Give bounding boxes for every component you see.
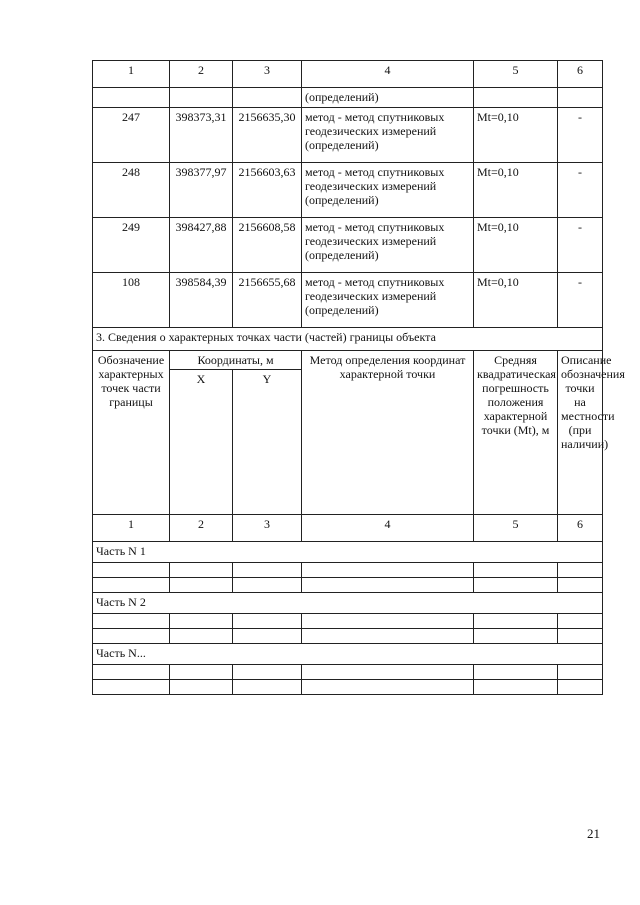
table-cell xyxy=(93,563,170,578)
table-cell xyxy=(558,578,603,593)
part-row xyxy=(93,644,603,665)
table-cell xyxy=(233,680,302,695)
col-number-1: 1 xyxy=(93,515,170,542)
empty-row xyxy=(93,629,603,644)
table-cell xyxy=(170,614,233,629)
table-cell xyxy=(558,563,603,578)
table-cell xyxy=(474,578,558,593)
part-row xyxy=(93,593,603,614)
part-row xyxy=(93,542,603,563)
col-number-2: 2 xyxy=(170,61,233,88)
page-number: 21 xyxy=(587,826,600,841)
section-number-row xyxy=(93,515,603,542)
coordinates-table xyxy=(92,60,625,695)
description-cell: - xyxy=(558,163,603,218)
col-number-4: 4 xyxy=(302,61,474,88)
x-header: X xyxy=(170,370,233,515)
table-cell xyxy=(233,88,302,108)
method-header: Метод определения координат характерной точки xyxy=(302,351,474,515)
table-cell xyxy=(170,578,233,593)
table-cell xyxy=(474,665,558,680)
part-label: Часть N... xyxy=(93,644,603,665)
table-cell xyxy=(93,665,170,680)
col-number-2: 2 xyxy=(170,515,233,542)
table-cell xyxy=(233,578,302,593)
empty-row xyxy=(93,665,603,680)
x-coordinate-cell: 398584,39 xyxy=(170,273,233,328)
table-cell xyxy=(558,88,603,108)
x-coordinate-cell: 398373,31 xyxy=(170,108,233,163)
table-cell xyxy=(170,665,233,680)
table-cell xyxy=(93,578,170,593)
table-cell xyxy=(474,563,558,578)
table-cell xyxy=(302,629,474,644)
table-cell xyxy=(302,665,474,680)
table-cell xyxy=(170,563,233,578)
description-cell: - xyxy=(558,273,603,328)
table-cell xyxy=(558,629,603,644)
part-label: Часть N 1 xyxy=(93,542,603,563)
y-coordinate-cell: 2156608,58 xyxy=(233,218,302,273)
table-row xyxy=(93,273,603,328)
table-cell xyxy=(474,680,558,695)
table-cell xyxy=(558,614,603,629)
table-cell xyxy=(233,614,302,629)
method-cell: метод - метод спутниковых геодезических измерений (определений) xyxy=(302,163,474,218)
section-header-row xyxy=(93,351,603,370)
table-cell xyxy=(233,629,302,644)
accuracy-cell: Mt=0,10 xyxy=(474,108,558,163)
col-number-6: 6 xyxy=(558,61,603,88)
col-number-5: 5 xyxy=(474,61,558,88)
description-cell: - xyxy=(558,108,603,163)
x-coordinate-cell: 398377,97 xyxy=(170,163,233,218)
col-number-4: 4 xyxy=(302,515,474,542)
table-cell xyxy=(93,88,170,108)
accuracy-cell: Mt=0,10 xyxy=(474,218,558,273)
table-cell xyxy=(558,680,603,695)
y-coordinate-cell: 2156635,30 xyxy=(233,108,302,163)
table-cell xyxy=(302,680,474,695)
table-row xyxy=(93,218,603,273)
y-coordinate-cell: 2156603,63 xyxy=(233,163,302,218)
table-row xyxy=(93,163,603,218)
col-number-3: 3 xyxy=(233,515,302,542)
point-number-cell: 108 xyxy=(93,273,170,328)
col-number-3: 3 xyxy=(233,61,302,88)
coordinates-header: Координаты, м xyxy=(170,351,302,370)
table-cell xyxy=(302,578,474,593)
col-number-1: 1 xyxy=(93,61,170,88)
col-number-6: 6 xyxy=(558,515,603,542)
point-number-cell: 247 xyxy=(93,108,170,163)
table-cell xyxy=(474,614,558,629)
table-cell xyxy=(93,629,170,644)
table-cell xyxy=(474,629,558,644)
description-header: Описание обозначения точки на местности (при наличии) xyxy=(558,351,603,515)
continuation-row xyxy=(93,88,603,108)
section-title: 3. Сведения о характерных точках части (частей) границы объекта xyxy=(93,328,603,351)
accuracy-cell: Mt=0,10 xyxy=(474,163,558,218)
accuracy-header: Средняя квадратическая погрешность положения характерной точки (Mt), м xyxy=(474,351,558,515)
table-cell xyxy=(558,665,603,680)
empty-row xyxy=(93,680,603,695)
x-coordinate-cell: 398427,88 xyxy=(170,218,233,273)
table-row xyxy=(93,108,603,163)
table-cell xyxy=(170,629,233,644)
column-number-row xyxy=(93,61,603,88)
table-cell xyxy=(302,614,474,629)
part-label: Часть N 2 xyxy=(93,593,603,614)
col-number-5: 5 xyxy=(474,515,558,542)
point-number-cell: 249 xyxy=(93,218,170,273)
table-cell xyxy=(474,88,558,108)
accuracy-cell: Mt=0,10 xyxy=(474,273,558,328)
designation-header: Обозначение характерных точек части границы xyxy=(93,351,170,515)
section-title-row xyxy=(93,328,603,351)
y-header: Y xyxy=(233,370,302,515)
point-number-cell: 248 xyxy=(93,163,170,218)
empty-row xyxy=(93,578,603,593)
table-cell xyxy=(233,563,302,578)
table-cell xyxy=(302,563,474,578)
empty-row xyxy=(93,563,603,578)
method-cell: метод - метод спутниковых геодезических измерений (определений) xyxy=(302,218,474,273)
y-coordinate-cell: 2156655,68 xyxy=(233,273,302,328)
method-cell: метод - метод спутниковых геодезических измерений (определений) xyxy=(302,108,474,163)
table-cell xyxy=(93,680,170,695)
empty-row xyxy=(93,614,603,629)
method-cell: метод - метод спутниковых геодезических измерений (определений) xyxy=(302,273,474,328)
table-cell xyxy=(93,614,170,629)
table-cell xyxy=(170,88,233,108)
method-cell: (определений) xyxy=(302,88,474,108)
table-cell xyxy=(233,665,302,680)
table-cell xyxy=(170,680,233,695)
description-cell: - xyxy=(558,218,603,273)
